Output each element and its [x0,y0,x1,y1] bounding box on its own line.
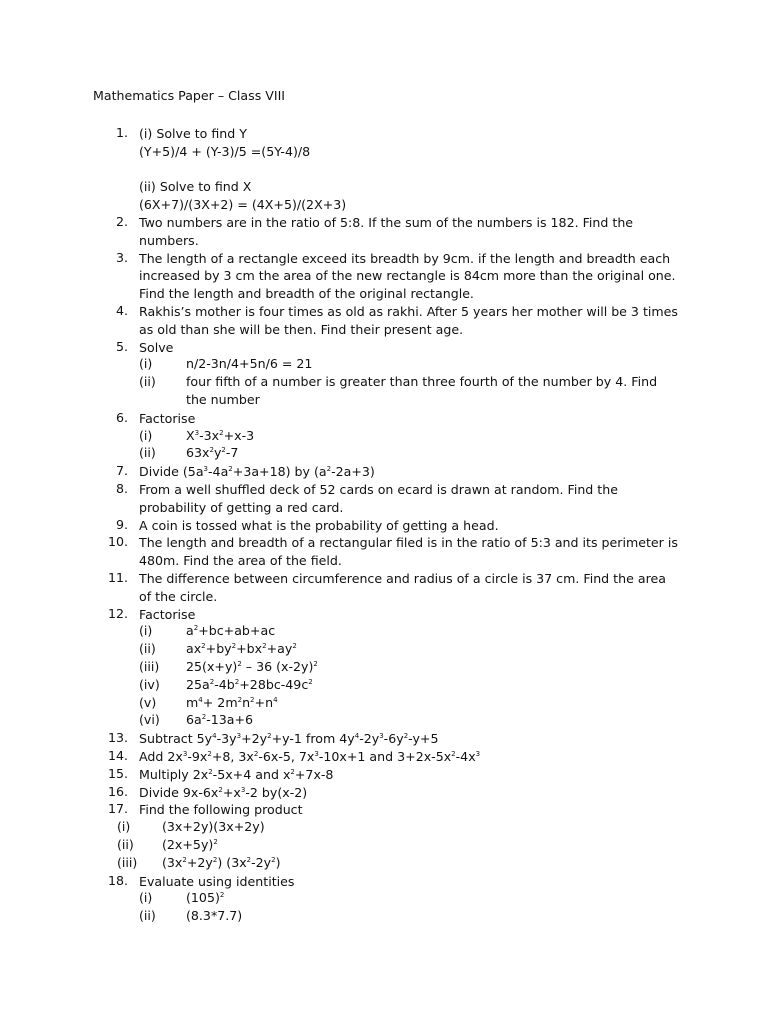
sub-question-text: $a^2+bc+ab+ac$ [186,623,276,639]
question-text: The difference between circumference and radius of a circle is 37 cm. Find the area [139,571,666,586]
sub-question-label: (ii) [139,374,156,390]
sub-question-label: (iv) [139,676,160,692]
sub-question-text: $25a^2-4b^2+28bc-49c^2$ [186,676,313,692]
question-text: 480m. Find the area of the field. [139,553,342,569]
question-number: 11. [107,570,128,585]
sub-question-text: n/2-3n/4+5n/6 = 21 [186,356,313,372]
sub-question-label: (i) [139,427,153,443]
sub-question-text: four fifth of a number is greater than three fourth of the number by 4. Find [186,374,658,390]
sub-question-label: (ii) [139,445,156,461]
question-number: 12. [107,605,128,621]
question-text: as old than she will be then. Find their present age. [139,321,464,337]
question-number: 16. [107,783,128,799]
sub-question-text: $(3x^2+2y^2)$ $(3x^2-2y^2)$ [162,854,281,870]
sub-question-label: (i) [117,819,131,835]
question-text: Divide $9x-6x^2+x^3-2$ by(x-2) [139,784,308,800]
sub-question-text: the number [186,392,260,407]
question-text: From a well shuffled deck of 52 cards on ecard is drawn at random. Find the [139,482,618,497]
question-text: increased by 3 cm the area of the new rectangle is 84cm more than the original one. [139,268,676,284]
question-number: 3. [115,249,128,265]
sub-question-text: $(2x+5y)^2$ [162,837,218,852]
question-text: probability of getting a red card. [139,499,344,515]
question-text: Factorise [139,606,196,622]
sub-question-text: $6a^2-13a+6$ [186,712,254,728]
question-text: The length and breadth of a rectangular filed is in the ratio of 5:3 and its perimeter is [139,535,678,551]
question-number: 17. [107,801,128,817]
sub-question-label: (ii) [117,837,134,852]
question-text: Divide $(5a^3-4a^2+3a+18)$ by $(a^2-2a+3)$ [139,464,375,480]
sub-question-text: (3x+2y)(3x+2y) [162,819,265,835]
question-text: Evaluate using identities [139,873,295,889]
question-text: numbers. [139,232,199,248]
sub-question-label: (iii) [117,854,138,870]
page-title: Mathematics Paper – Class VIII [93,88,286,103]
sub-question-text: $25(x+y)^2 - 36$ $(x-2y)^2$ [186,659,318,674]
question-text: of the circle. [139,588,218,604]
question-number: 6. [115,409,128,425]
question-text: Add $2x^3-9x^2+8$, $3x^2-6x-5$, $7x^3-10x+1$ and $3+2x-5x^2-4x^3$ [139,749,481,764]
sub-question-label: (vi) [139,712,160,728]
question-text: Two numbers are in the ratio of 5:8. If the sum of the numbers is 182. Find the [139,215,634,230]
question-text: The length of a rectangle exceed its breadth by 9cm. if the length and breadth each [139,250,671,266]
question-number: 10. [107,534,128,550]
question-text: Find the length and breadth of the original rectangle. [139,286,474,302]
question-number: 9. [115,516,128,532]
sub-question-label: (i) [139,356,153,372]
sub-question-text: $ax^2+by^2+bx^2+ay^2$ [186,641,297,657]
question-text: Solve [139,339,174,355]
sub-question-text: $m^4+ 2m^2n^2+n^4$ [186,694,278,710]
question-text: A coin is tossed what is the probability of getting a head. [139,517,499,533]
sub-question-text: $X^3-3x^2+x-3$ [186,427,255,443]
sub-question-label: (i) [139,890,153,906]
question-text: Subtract $5y^4-3y^3+2y^2+y-1$ from $4y^4-2y^3-6y^2-y+5$ [139,731,439,747]
sub-question-label: (ii) [139,641,156,657]
sub-question-text: (8.3*7.7) [186,908,243,924]
question-number: 8. [115,481,128,496]
sub-question-label: (iii) [139,659,160,674]
question-number: 1. [115,125,128,140]
question-text: Find the following product [139,802,303,818]
question-number: 2. [115,214,128,229]
question-number: 5. [115,338,128,354]
question-number: 13. [107,730,128,746]
question-text: (Y+5)/4 + (Y-3)/5 =(5Y-4)/8 [139,143,311,159]
question-number: 7. [115,463,128,479]
question-number: 18. [107,872,128,888]
sub-question-text: $63x^2y^2-7$ [186,445,239,461]
question-text: (i) Solve to find Y [139,126,247,141]
sub-question-label: (v) [139,694,157,710]
sub-question-text: $(105)^2$ [186,890,225,906]
sub-question-label: (i) [139,623,153,639]
sub-question-label: (ii) [139,908,156,924]
question-text: (6X+7)/(3X+2) = (4X+5)/(2X+3) [139,197,347,213]
question-number: 14. [107,748,128,763]
question-text: Rakhis’s mother is four times as old as rakhi. After 5 years her mother will be 3 times [139,304,678,319]
question-number: 4. [115,303,128,318]
question-number: 15. [107,765,128,781]
question-text: Factorise [139,410,196,426]
question-text: (ii) Solve to find X [139,179,252,195]
question-text: Multiply $2x^2-5x+4$ and $x^2+7x-8$ [139,766,334,782]
